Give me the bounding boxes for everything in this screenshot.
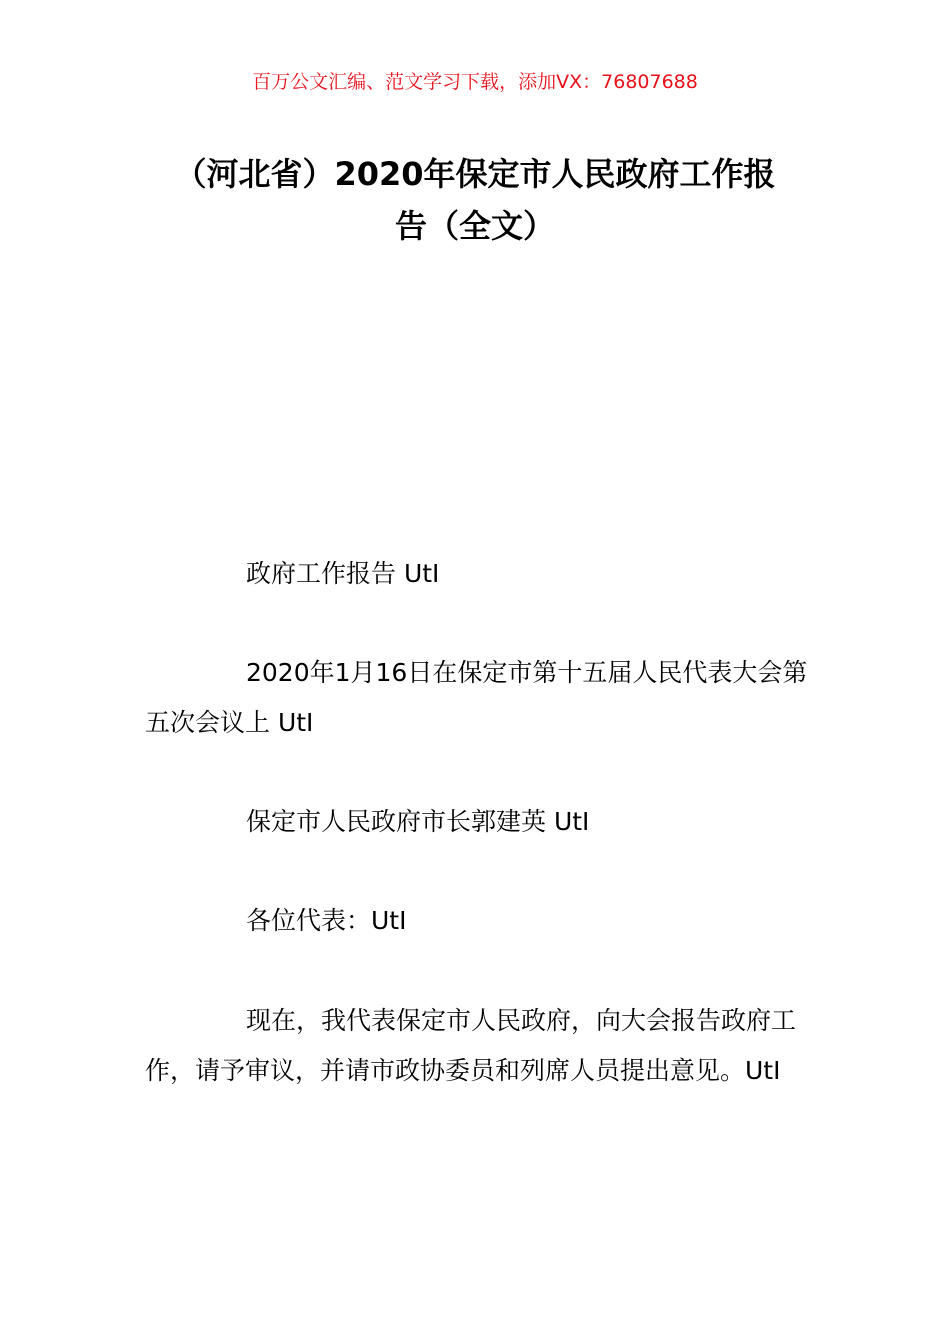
paragraph-report-heading: 政府工作报告 UtI	[246, 559, 440, 588]
paragraph-meeting-date: 2020年1月16日在保定市第十五届人民代表大会第五次会议上 UtI	[145, 658, 808, 737]
paragraph-speaker: 保定市人民政府市长郭建英 UtI	[246, 807, 590, 836]
header-note: 百万公文汇编、范文学习下载，添加VX：76807688	[252, 71, 698, 93]
document-title-line-2: 告（全文）	[394, 207, 555, 245]
document-title-line-1: （河北省）2020年保定市人民政府工作报	[174, 155, 776, 193]
document-title	[135, 148, 815, 252]
paragraph-opening: 现在，我代表保定市人民政府，向大会报告政府工作，请予审议，并请市政协委员和列席人员提出意见。UtI	[145, 1006, 797, 1085]
paragraph-salutation: 各位代表：UtI	[246, 906, 407, 935]
